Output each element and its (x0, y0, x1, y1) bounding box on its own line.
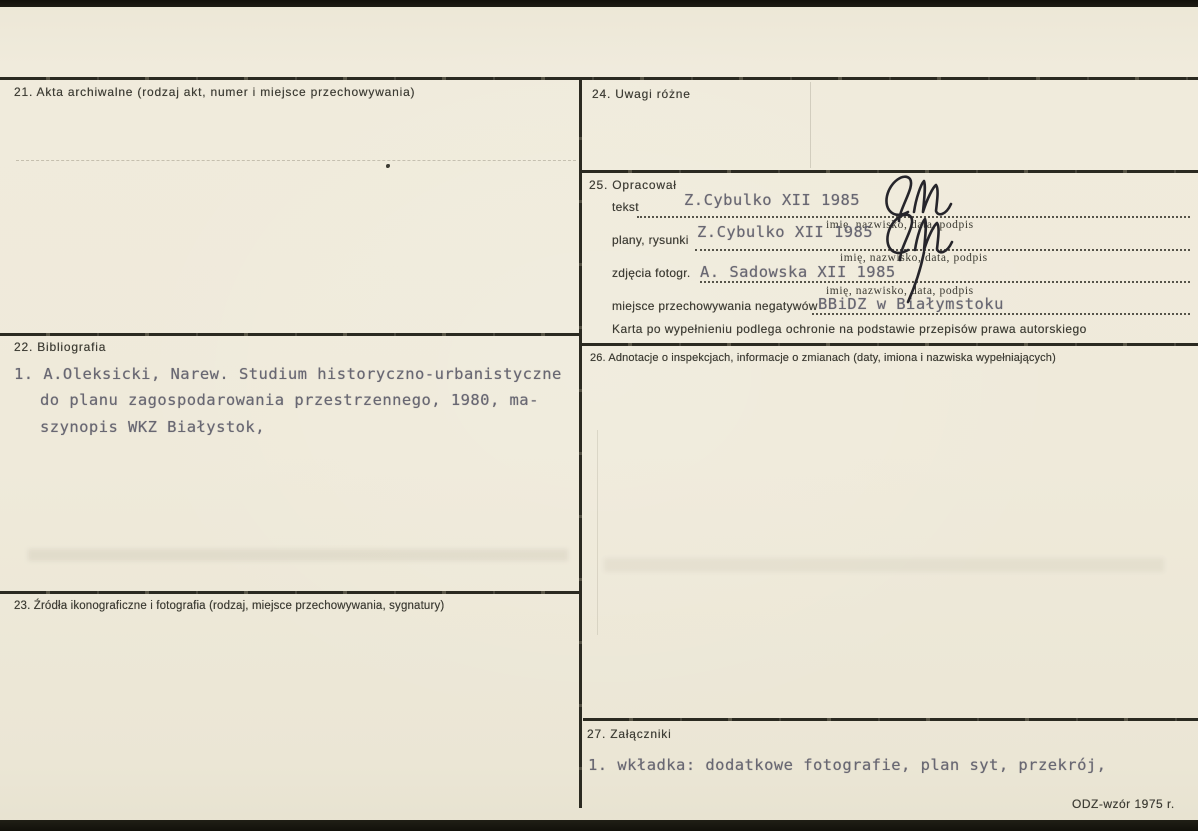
bleed-through-smudge (604, 558, 1164, 572)
section-23-heading: 23. Źródła ikonograficzne i fotografia (rodzaj, miejsce przechowywania, sygnatury) (14, 600, 445, 612)
paper-crease (810, 82, 811, 168)
field-value-zdjecia-fotogr: A. Sadowska XII 1985 (700, 263, 896, 281)
section-27-divider (583, 718, 1198, 721)
paper-crease (16, 160, 576, 161)
section-25-heading: 25. Opracował (589, 178, 677, 192)
section-21-heading: 21. Akta archiwalne (rodzaj akt, numer i miejsce przechowywania) (14, 85, 416, 99)
field-label-miejsce-negatywow: miejsce przechowywania negatywów (612, 299, 818, 313)
column-divider (579, 77, 582, 808)
bleed-through-smudge (28, 549, 568, 561)
field-value-plany-rysunki: Z.Cybulko XII 1985 (697, 223, 874, 241)
scan-edge-top (0, 0, 1198, 7)
field-caption: imię, nazwisko, data, podpis (826, 219, 974, 231)
form-footer-stamp: ODZ-wzór 1975 r. (1072, 797, 1175, 811)
field-label-plany-rysunki: plany, rysunki (612, 233, 689, 247)
typed-text-line: do planu zagospodarowania przestrzennego, 1980, ma- (40, 391, 539, 409)
handwritten-signature (880, 204, 962, 306)
copyright-note: Karta po wypełnieniu podlega ochronie na podstawie przepisów prawa autorskiego (612, 322, 1087, 336)
section-23-divider (0, 591, 579, 594)
field-value-tekst: Z.Cybulko XII 1985 (684, 191, 861, 209)
field-label-tekst: tekst (612, 200, 639, 214)
field-label-zdjecia-fotogr: zdjęcia fotogr. (612, 266, 691, 280)
section-22-divider (0, 333, 579, 336)
typed-text-line: 1. wkładka: dodatkowe fotografie, plan syt, przekrój, (588, 756, 1107, 774)
field-value-miejsce-negatywow: BBiDZ w Białymstoku (818, 295, 1004, 313)
field-caption: imię, nazwisko, data, podpis (826, 285, 974, 297)
typed-text-line: 1. A.Oleksicki, Narew. Studium historyczno-urbanistyczne (14, 365, 562, 383)
field-caption: imię, nazwisko, data, podpis (840, 252, 988, 264)
section-26-divider (582, 343, 1198, 346)
scan-edge-bottom (0, 820, 1198, 831)
typed-text-line: szynopis WKZ Białystok, (40, 418, 265, 436)
dotted-leader (812, 313, 1190, 315)
paper-crease (597, 430, 598, 635)
section-26-heading: 26. Adnotacje o inspekcjach, informacje o zmianach (daty, imiona i nazwiska wypełniających) (590, 352, 1056, 364)
form-top-rule (0, 77, 1198, 80)
section-27-heading: 27. Załączniki (587, 727, 672, 741)
section-22-heading: 22. Bibliografia (14, 340, 107, 354)
section-24-heading: 24. Uwagi różne (592, 87, 691, 101)
ink-dot (386, 164, 390, 168)
